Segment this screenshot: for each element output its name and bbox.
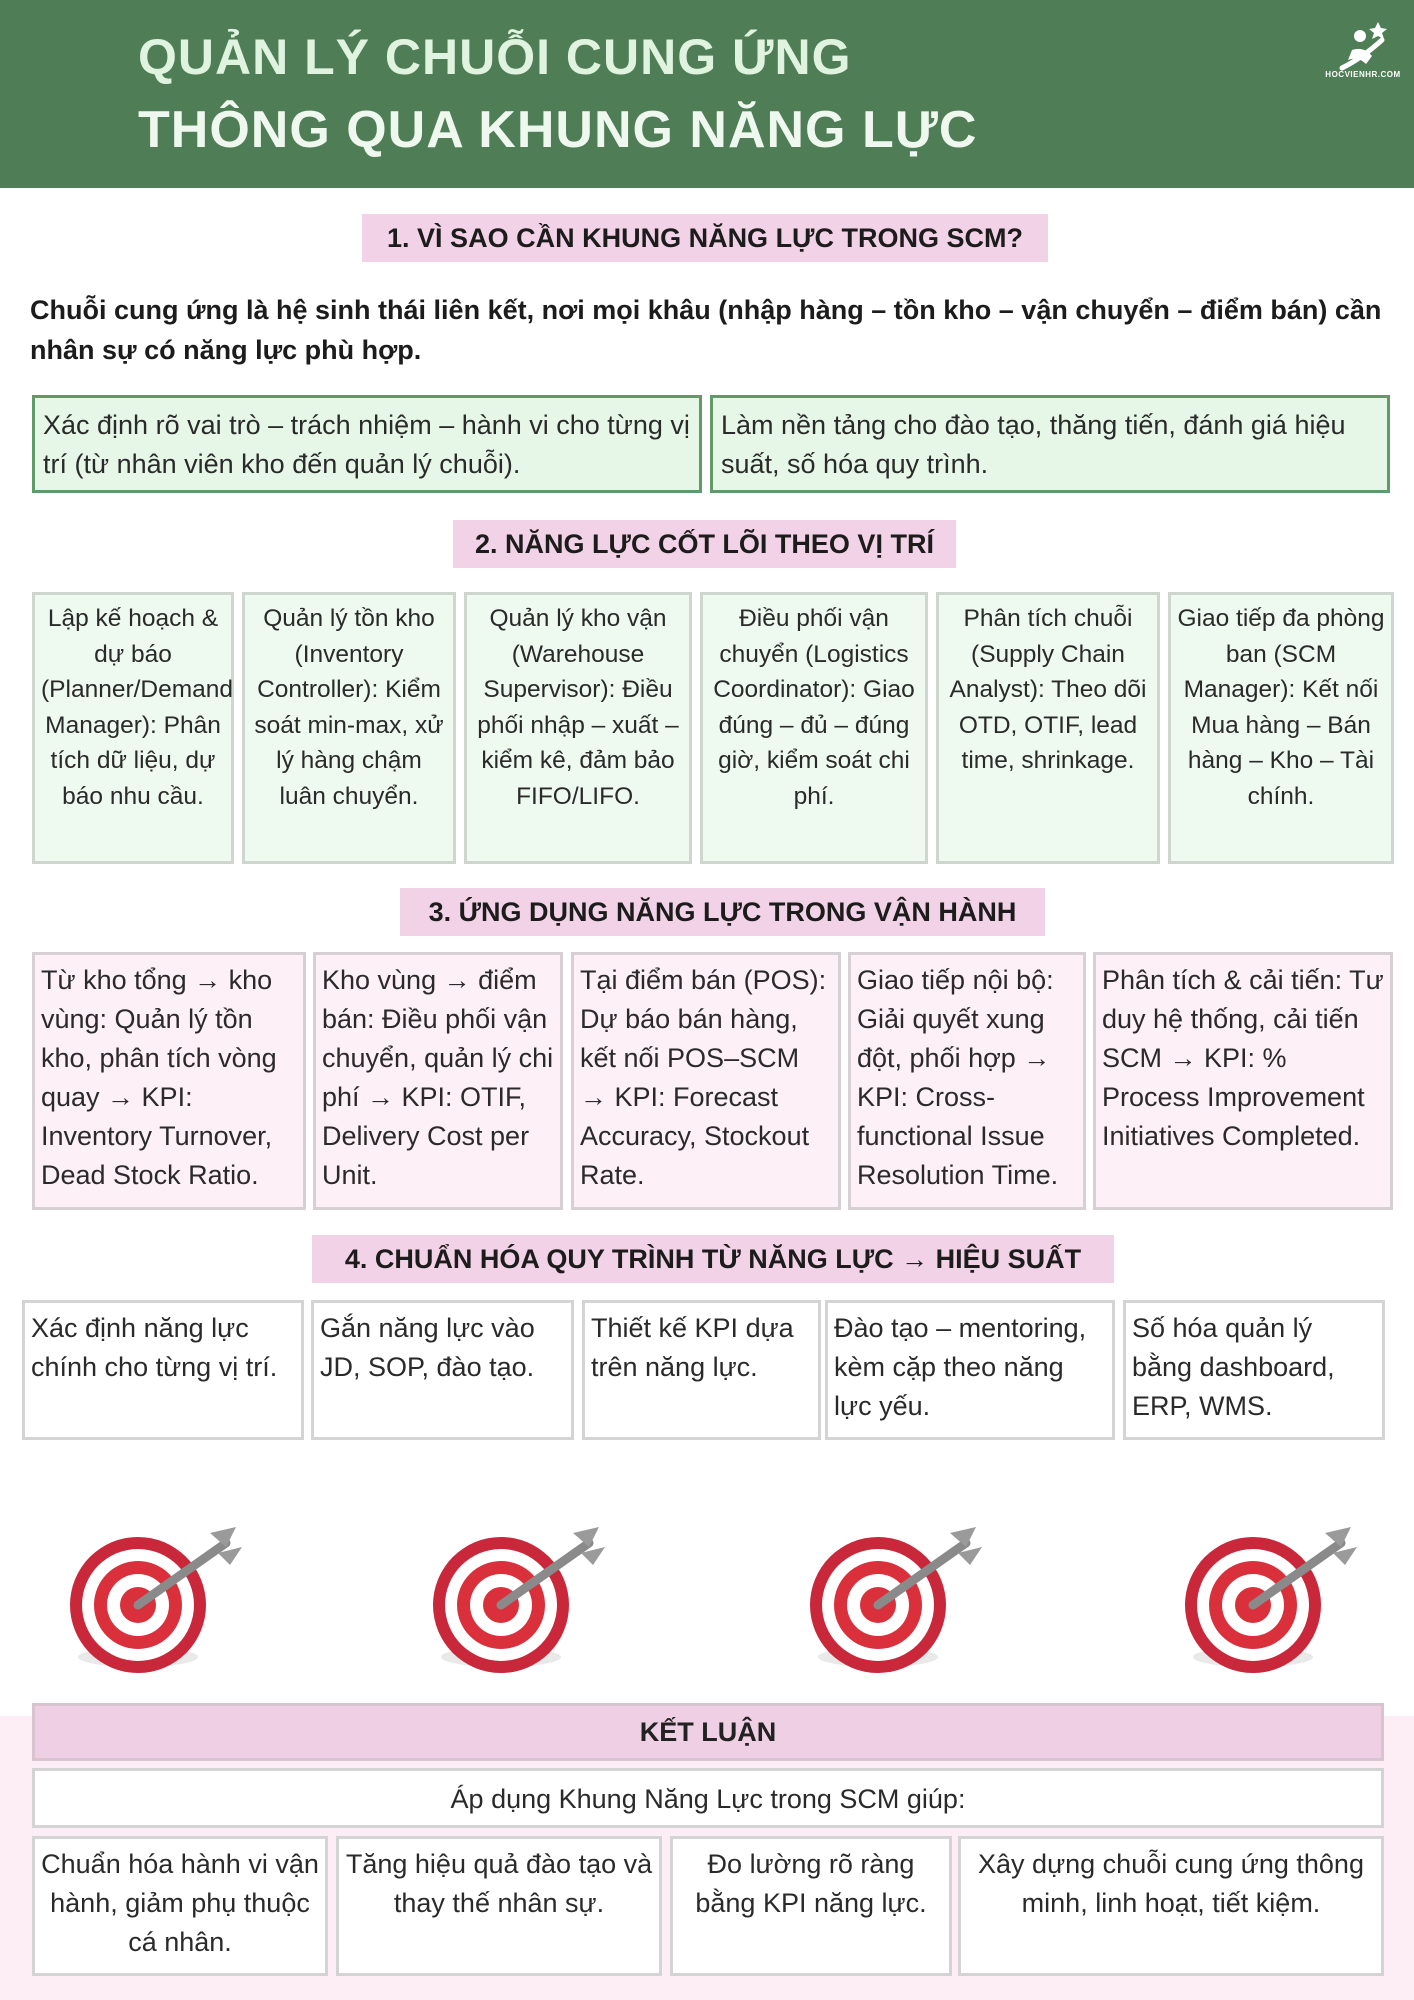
section-4-title: 4. CHUẨN HÓA QUY TRÌNH TỪ NĂNG LỰC → HIỆU SUẤT — [312, 1235, 1114, 1283]
target-arrow-icon — [1175, 1525, 1375, 1685]
conclusion-title: KẾT LUẬN — [32, 1703, 1384, 1761]
header-banner — [0, 0, 1414, 188]
application-box: Từ kho tổng → kho vùng: Quản lý tồn kho, phân tích vòng quay → KPI: Inventory Turnover, Dead Stock Ratio. — [32, 952, 306, 1210]
process-box: Số hóa quản lý bằng dashboard, ERP, WMS. — [1123, 1300, 1385, 1440]
title-line-2: THÔNG QUA KHUNG NĂNG LỰC — [138, 101, 978, 159]
section-3-title: 3. ỨNG DỤNG NĂNG LỰC TRONG VẬN HÀNH — [400, 888, 1045, 936]
application-box: Tại điểm bán (POS): Dự báo bán hàng, kết nối POS–SCM → KPI: Forecast Accuracy, Stockout Rate. — [571, 952, 841, 1210]
process-box: Gắn năng lực vào JD, SOP, đào tạo. — [311, 1300, 574, 1440]
target-arrow-icon — [423, 1525, 623, 1685]
competency-box: Quản lý kho vận (Warehouse Supervisor): Điều phối nhập – xuất – kiểm kê, đảm bảo FIFO/LIFO. — [464, 592, 692, 864]
section-1-intro: Chuỗi cung ứng là hệ sinh thái liên kết, nơi mọi khâu (nhập hàng – tồn kho – vận chuyển – điểm bán) cần nhân sự có năng lực phù hợp. — [30, 295, 1382, 365]
competency-box: Quản lý tồn kho (Inventory Controller): Kiểm soát min-max, xử lý hàng chậm luân chuyển. — [242, 592, 456, 864]
process-box: Xác định năng lực chính cho từng vị trí. — [22, 1300, 304, 1440]
title-line-1: QUẢN LÝ CHUỖI CUNG ỨNG — [138, 29, 852, 85]
target-arrow-icon — [800, 1525, 1000, 1685]
section-1-box: Xác định rõ vai trò – trách nhiệm – hành vi cho từng vị trí (từ nhân viên kho đến quản lý chuỗi). — [32, 395, 702, 493]
process-box: Đào tạo – mentoring, kèm cặp theo năng lực yếu. — [825, 1300, 1115, 1440]
process-box: Thiết kế KPI dựa trên năng lực. — [582, 1300, 821, 1440]
competency-box: Giao tiếp đa phòng ban (SCM Manager): Kết nối Mua hàng – Bán hàng – Kho – Tài chính. — [1168, 592, 1394, 864]
section-1-box: Làm nền tảng cho đào tạo, thăng tiến, đánh giá hiệu suất, số hóa quy trình. — [710, 395, 1390, 493]
conclusion-box: Đo lường rõ ràng bằng KPI năng lực. — [670, 1836, 952, 1976]
section-1-title: 1. VÌ SAO CẦN KHUNG NĂNG LỰC TRONG SCM? — [362, 214, 1048, 262]
application-box: Kho vùng → điểm bán: Điều phối vận chuyển, quản lý chi phí → KPI: OTIF, Delivery Cost per Unit. — [313, 952, 563, 1210]
competency-box: Lập kế hoạch & dự báo (Planner/Demand Manager): Phân tích dữ liệu, dự báo nhu cầu. — [32, 592, 234, 864]
logo-text: HOCVIENHR.COM — [1325, 70, 1401, 79]
conclusion-box: Xây dựng chuỗi cung ứng thông minh, linh hoạt, tiết kiệm. — [958, 1836, 1384, 1976]
application-box: Giao tiếp nội bộ: Giải quyết xung đột, phối hợp → KPI: Cross-functional Issue Resolution Time. — [848, 952, 1086, 1210]
section-2-title: 2. NĂNG LỰC CỐT LÕI THEO VỊ TRÍ — [453, 520, 956, 568]
competency-box: Điều phối vận chuyển (Logistics Coordinator): Giao đúng – đủ – đúng giờ, kiểm soát chi phí. — [700, 592, 928, 864]
target-arrow-icon — [60, 1525, 260, 1685]
conclusion-box: Chuẩn hóa hành vi vận hành, giảm phụ thuộc cá nhân. — [32, 1836, 328, 1976]
conclusion-box: Tăng hiệu quả đào tạo và thay thế nhân sự. — [336, 1836, 662, 1976]
competency-box: Phân tích chuỗi (Supply Chain Analyst): Theo dõi OTD, OTIF, lead time, shrinkage. — [936, 592, 1160, 864]
conclusion-subtitle: Áp dụng Khung Năng Lực trong SCM giúp: — [32, 1768, 1384, 1828]
application-box: Phân tích & cải tiến: Tư duy hệ thống, cải tiến SCM → KPI: % Process Improvement Initiatives Completed. — [1093, 952, 1393, 1210]
